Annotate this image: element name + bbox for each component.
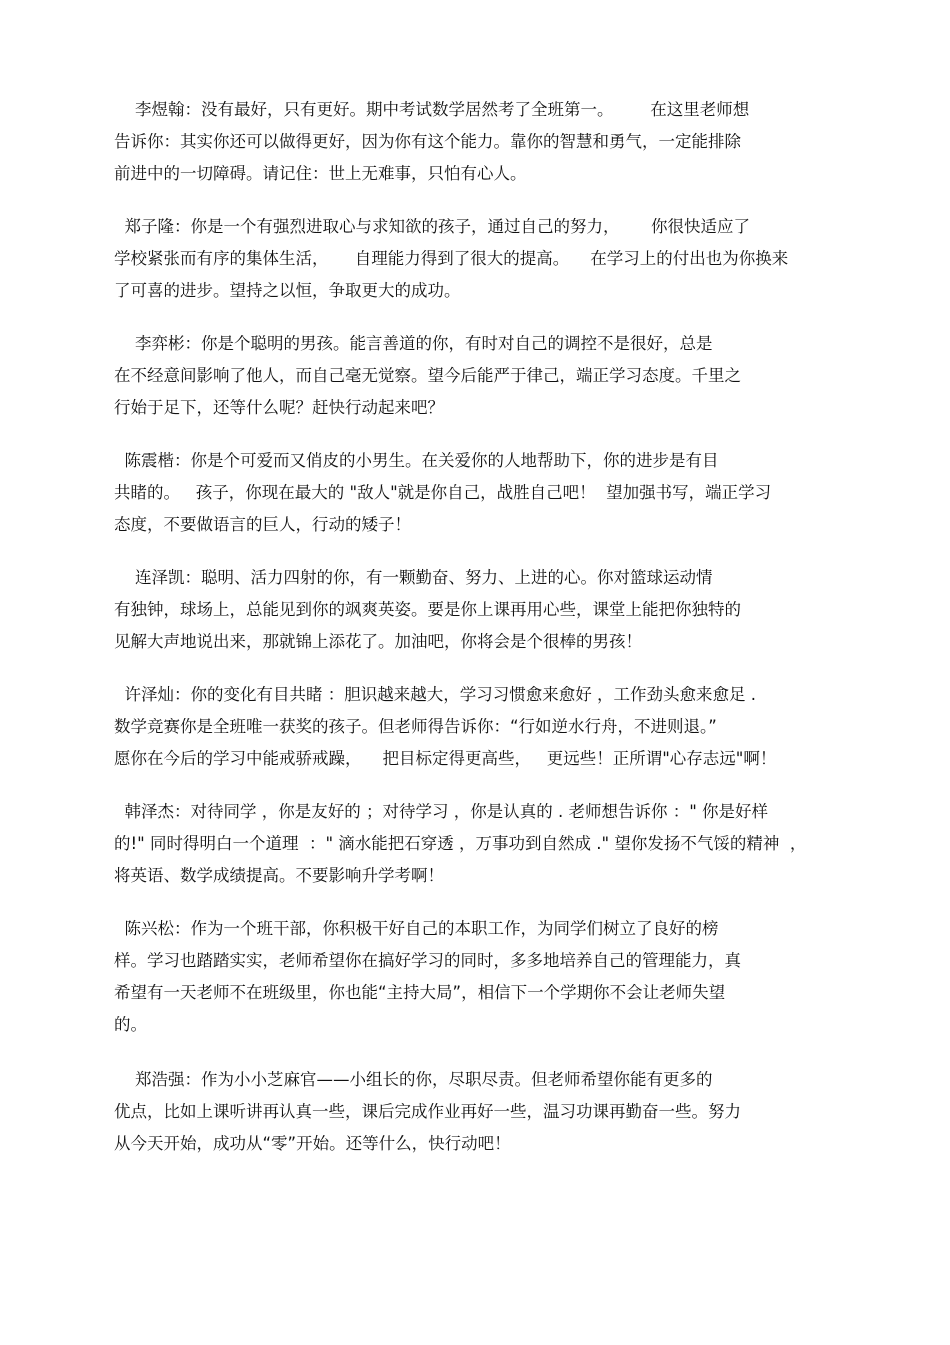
paragraph-line: 样。学习也踏踏实实，老师希望你在搞好学习的同时，多多地培养自己的管理能力，真 <box>114 951 741 970</box>
paragraph-line: 韩泽杰：对待同学 ，你是友好的 ；对待学习 ，你是认真的 . 老师想告诉你 ：" 你是好样 <box>114 802 769 821</box>
paragraph-line: 从今天开始，成功从“零”开始。还等什么，快行动吧！ <box>114 1134 511 1153</box>
paragraph-line: 在不经意间影响了他人，而自己毫无觉察。望今后能严于律己，端正学习态度。千里之 <box>114 366 741 385</box>
comment-paragraph-8 <box>114 913 844 1041</box>
paragraph-line: 了可喜的进步。望持之以恒，争取更大的成功。 <box>114 281 461 300</box>
comment-paragraph-9 <box>114 1064 844 1160</box>
paragraph-line: 前进中的一切障碍。请记住：世上无难事，只怕有心人。 <box>114 164 527 183</box>
comment-paragraph-2 <box>114 211 844 307</box>
comment-paragraph-3 <box>114 328 844 424</box>
paragraph-line: 优点，比如上课听讲再认真一些，课后完成作业再好一些，温习功课再勤奋一些。努力 <box>114 1102 741 1121</box>
comment-paragraph-7 <box>114 796 844 892</box>
paragraph-line: 许泽灿：你的变化有目共睹 ：胆识越来越大，学习习惯愈来愈好 ，工作劲头愈来愈足 . <box>114 685 756 704</box>
paragraph-line: 共睹的。 孩子，你现在最大的 "敌人"就是你自己，战胜自己吧！ 望加强书写，端正学习 <box>114 483 772 502</box>
paragraph-line: 陈兴松：作为一个班干部，你积极干好自己的本职工作，为同学们树立了良好的榜 <box>114 919 719 938</box>
paragraph-line: 的!" 同时得明白一个道理 ：" 滴水能把石穿透 ，万事功到自然成 ." 望你发扬不气馁的精神 ， <box>114 834 807 853</box>
paragraph-line: 见解大声地说出来，那就锦上添花了。加油吧，你将会是个很棒的男孩！ <box>114 632 642 651</box>
paragraph-line: 行始于足下，还等什么呢？赶快行动起来吧？ <box>114 398 444 417</box>
comment-paragraph-5 <box>114 562 844 658</box>
paragraph-line: 连泽凯：聪明、活力四射的你，有一颗勤奋、努力、上进的心。你对篮球运动情 <box>114 568 713 587</box>
paragraph-line: 将英语、数学成绩提高。不要影响升学考啊！ <box>114 866 444 885</box>
paragraph-line: 的。 <box>114 1015 147 1034</box>
paragraph-line: 愿你在今后的学习中能戒骄戒躁， 把目标定得更高些， 更远些！正所谓"心存志远"啊！ <box>114 749 777 768</box>
paragraph-line: 陈震楷：你是个可爱而又俏皮的小男生。在关爱你的人地帮助下，你的进步是有目 <box>114 451 719 470</box>
comment-paragraph-4 <box>114 445 844 541</box>
paragraph-line: 告诉你：其实你还可以做得更好，因为你有这个能力。靠你的智慧和勇气，一定能排除 <box>114 132 741 151</box>
paragraph-line: 希望有一天老师不在班级里，你也能“主持大局”，相信下一个学期你不会让老师失望 <box>114 983 726 1002</box>
paragraph-line: 李弈彬：你是个聪明的男孩。能言善道的你，有时对自己的调控不是很好，总是 <box>114 334 713 353</box>
paragraph-line: 郑浩强：作为小小芝麻官——小组长的你，尽职尽责。但老师希望你能有更多的 <box>114 1070 713 1089</box>
paragraph-line: 态度，不要做语言的巨人，行动的矮子！ <box>114 515 411 534</box>
comment-paragraph-6 <box>114 679 844 775</box>
paragraph-line: 李煜翰：没有最好，只有更好。期中考试数学居然考了全班第一。 在这里老师想 <box>114 100 750 119</box>
paragraph-line: 郑子隆：你是一个有强烈进取心与求知欲的孩子，通过自己的努力， 你很快适应了 <box>114 217 750 236</box>
paragraph-line: 数学竞赛你是全班唯一获奖的孩子。但老师得告诉你：“行如逆水行舟，不进则退。” <box>114 717 717 736</box>
paragraph-line: 学校紧张而有序的集体生活， 自理能力得到了很大的提高。 在学习上的付出也为你换来 <box>114 249 789 268</box>
comment-paragraph-1 <box>114 94 844 190</box>
paragraph-line: 有独钟，球场上，总能见到你的飒爽英姿。要是你上课再用心些，课堂上能把你独特的 <box>114 600 741 619</box>
